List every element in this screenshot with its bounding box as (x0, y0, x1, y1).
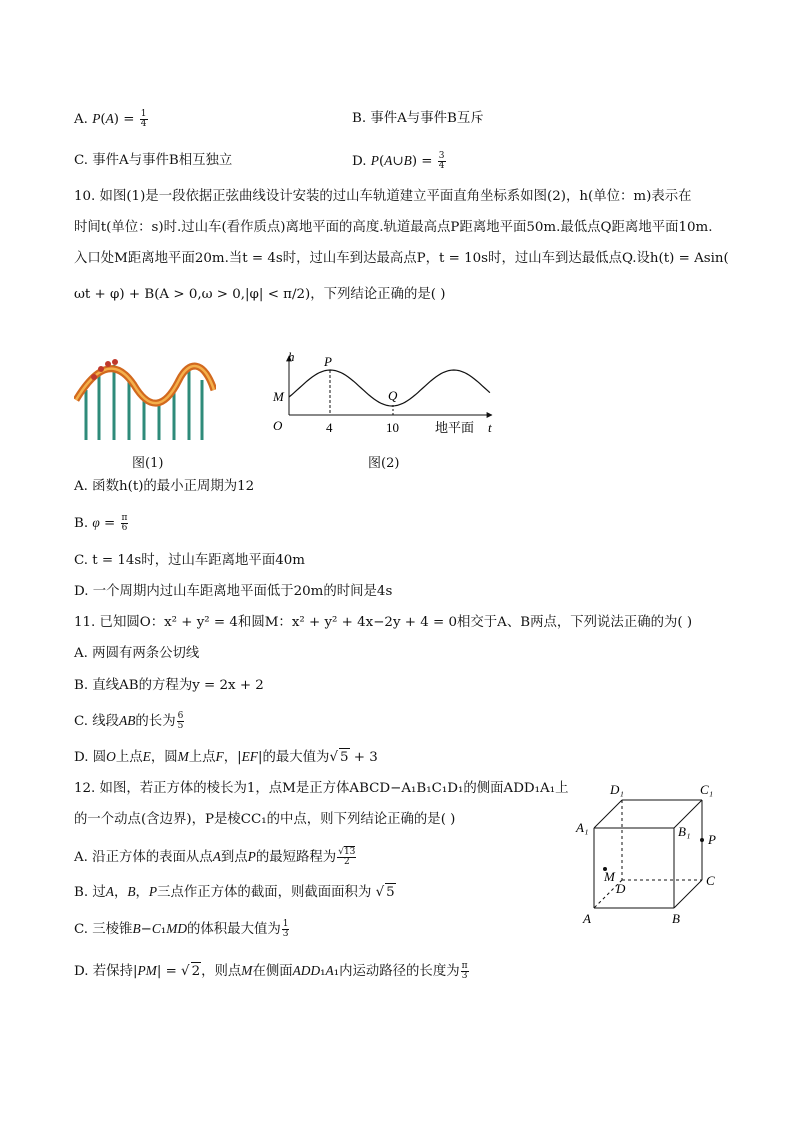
fig1-caption: 图(1) (132, 456, 164, 471)
q10-option-c[interactable]: C. t = 14s时，过山车距离地平面40m (74, 553, 305, 568)
q12-stem-line1: 12. 如图，若正方体的棱长为1，点M是正方体ABCD−A₁B₁C₁D₁的侧面ADD₁A₁上 (74, 781, 569, 796)
x-tick-4: 4 (326, 420, 333, 435)
q9-option-b[interactable]: B. 事件A与事件B互斥 (352, 111, 484, 126)
q9-option-d[interactable]: D. P(A∪B) = $\frac{3}{4}$ (352, 151, 445, 171)
q11-option-d[interactable]: D. 圆O上点E，圆M上点F，|EF|的最大值为√ 5 + 3 (74, 749, 378, 765)
sine-graph (262, 350, 502, 445)
point-m-label: M (273, 389, 284, 404)
q9-option-c[interactable]: C. 事件A与事件B相互独立 (74, 153, 233, 168)
t-axis-label: t (488, 420, 492, 435)
origin-label: O (273, 418, 283, 433)
q11-option-c[interactable]: C. 线段AB的长为 $\frac{6}{5}$ (74, 711, 184, 731)
h-axis-label: h (288, 350, 295, 364)
q10-option-b[interactable]: B. φ = $\frac{\pi}{6}$ (74, 513, 128, 533)
label-a: A (583, 911, 591, 926)
point-p-dot (700, 838, 704, 842)
q12-option-b[interactable]: B. 过A，B，P三点作正方体的截面，则截面面积为 √ 5 (74, 884, 395, 900)
roller-coaster-image (74, 345, 216, 445)
q11-stem: 11. 已知圆O：x² + y² = 4和圆M：x² + y² + 4x−2y + 4 = 0相交于A、B两点，下列说法正确的为( ) (74, 615, 693, 630)
x-tick-10: 10 (386, 420, 399, 435)
point-p-label: P (324, 354, 332, 369)
ground-label: 地平面 (435, 420, 475, 435)
point-q-label: Q (388, 388, 398, 403)
label-d: D (616, 881, 626, 896)
q10-stem-line1: 10. 如图(1)是一段依据正弦曲线设计安装的过山车轨道建立平面直角坐标系如图(2)，h(单位：m)表示在 (74, 189, 692, 204)
q12-option-d[interactable]: D. 若保持|PM| = √ 2，则点M在侧面ADD₁A₁内运动路径的长度为 $\frac{\pi}{3}$ (74, 961, 468, 981)
q10-option-d[interactable]: D. 一个周期内过山车距离地平面低于20m的时间是4s (74, 584, 393, 599)
q10-stem-line4: ωt + φ) + B(A > 0,ω > 0,|φ| < π/2)，下列结论正确的是( ) (74, 287, 446, 302)
label-m: M (604, 869, 615, 884)
label-a1: A₁ (576, 820, 589, 835)
q12-option-c[interactable]: C. 三棱锥B−C₁MD的体积最大值为 $\frac{1}{3}$ (74, 919, 289, 939)
q11-option-b[interactable]: B. 直线AB的方程为y = 2x + 2 (74, 678, 264, 693)
q11-option-a[interactable]: A. 两圆有两条公切线 (74, 646, 200, 661)
label-c1: C₁ (700, 782, 714, 797)
fig2-caption: 图(2) (368, 456, 400, 471)
label-b1: B₁ (678, 824, 691, 839)
q12-option-a[interactable]: A. 沿正方体的表面从点A到点P的最短路程为 $\frac{√13}{2}$ (74, 847, 356, 867)
q10-stem-line3: 入口处M距离地平面20m.当t = 4s时，过山车到达最高点P，t = 10s时，过山车到达最低点Q.设h(t) = Asin( (74, 251, 729, 266)
label-d1: D₁ (610, 782, 624, 797)
q12-stem-line2: 的一个动点(含边界)，P是棱CC₁的中点，则下列结论正确的是( ) (74, 812, 456, 827)
q9-option-a[interactable]: A. P(A) = $\frac{1}{4}$ (74, 109, 147, 129)
label-p: P (708, 832, 716, 847)
q10-stem-line2: 时间t(单位：s)时.过山车(看作质点)离地平面的高度.轨道最高点P距离地平面50m.最低点Q距离地平面10m. (74, 220, 713, 235)
label-c: C (706, 873, 715, 888)
cube-diagram (574, 780, 724, 930)
label-b: B (672, 911, 680, 926)
q10-option-a[interactable]: A. 函数h(t)的最小正周期为12 (74, 479, 255, 494)
